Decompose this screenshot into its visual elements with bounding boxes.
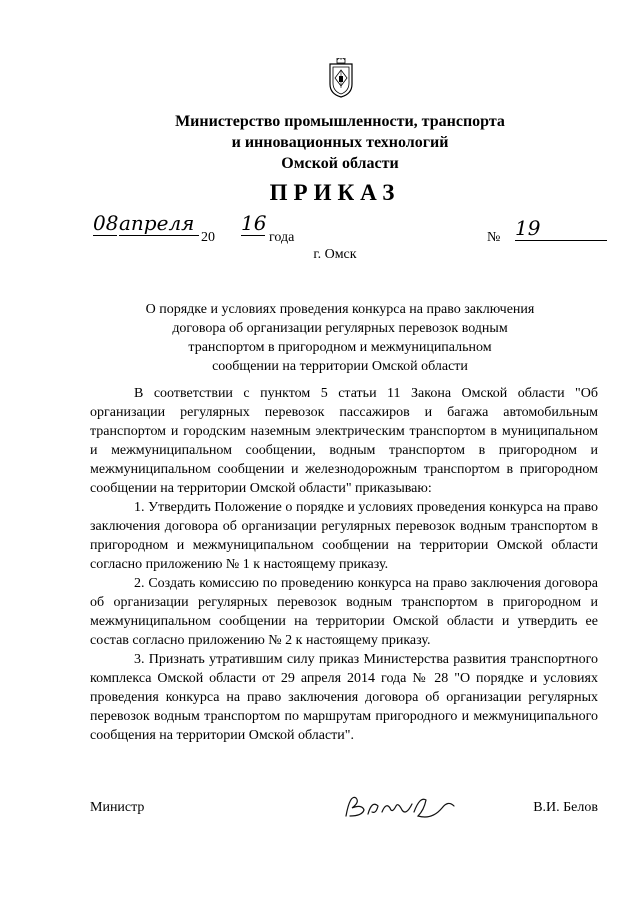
signer-name: В.И. Белов <box>533 800 598 815</box>
ministry-line: Омской области <box>281 155 399 172</box>
order-subject <box>110 300 570 376</box>
ministry-line: Министерство промышленности, транспорта <box>175 113 505 130</box>
clause-paragraph: 1. Утвердить Положение о порядке и условиях проведения конкурса на право заключения договора об организации регулярных перевозок водным транспортом в пригородном и межмуниципальном сообщении на территории Омской области согласно приложению № 1 к настоящему приказу. <box>90 500 598 572</box>
number-sign: № <box>487 230 501 245</box>
signer-position: Министр <box>90 800 145 815</box>
date-day: 08 <box>93 211 119 235</box>
clause-paragraph: 2. Создать комиссию по проведению конкурса на право заключения договора об организации регулярных перевозок водным транспортом в пригородном и межмуниципальном сообщении на территории Омской области и утвердить ее состав согласно приложению № 2 к настоящему приказу. <box>90 576 598 648</box>
date-month: апреля <box>119 211 199 236</box>
document-type: ПРИКАЗ <box>269 180 401 205</box>
clause-paragraph: 3. Признать утратившим силу приказ Министерства развития транспортного комплекса Омской области от 29 апреля 2014 года № 28 "О порядке и условиях проведения конкурса на право заключения договора об организации регулярных перевозок водным транспортом по маршрутам пригородного и межмуниципального сообщения на территории Омской области". <box>90 652 598 743</box>
order-body <box>90 384 598 745</box>
preamble-paragraph: В соответствии с пунктом 5 статьи 11 Закона Омской области "Об организации регулярных перевозок пассажиров и багажа автомобильным транспортом и городским наземным электрическим транспортом в муниципальном и межмуниципальном сообщении, водным транспортом в пригородном и межмуниципальном сообщении и железнодорожным транспортом в пригородном сообщении на территории Омской области" приказываю: <box>90 386 598 496</box>
date-year-prefix: 20 <box>201 230 215 245</box>
subject-line: О порядке и условиях проведения конкурса на право заключения <box>145 302 535 317</box>
date-suffix: года <box>269 230 295 245</box>
order-number: 19 <box>515 216 607 241</box>
city: г. Омск <box>313 247 357 262</box>
subject-line: транспортом в пригородном и межмуниципальном <box>188 340 492 355</box>
ministry-name <box>150 111 530 174</box>
date-year-suffix: 16 <box>241 211 267 235</box>
subject-line: договора об организации регулярных перевозок водным <box>172 321 508 336</box>
coat-of-arms-icon <box>328 58 354 98</box>
subject-line: сообщении на территории Омской области <box>212 359 468 374</box>
ministry-line: и инновационных технологий <box>231 134 449 151</box>
signature-image <box>342 786 462 826</box>
